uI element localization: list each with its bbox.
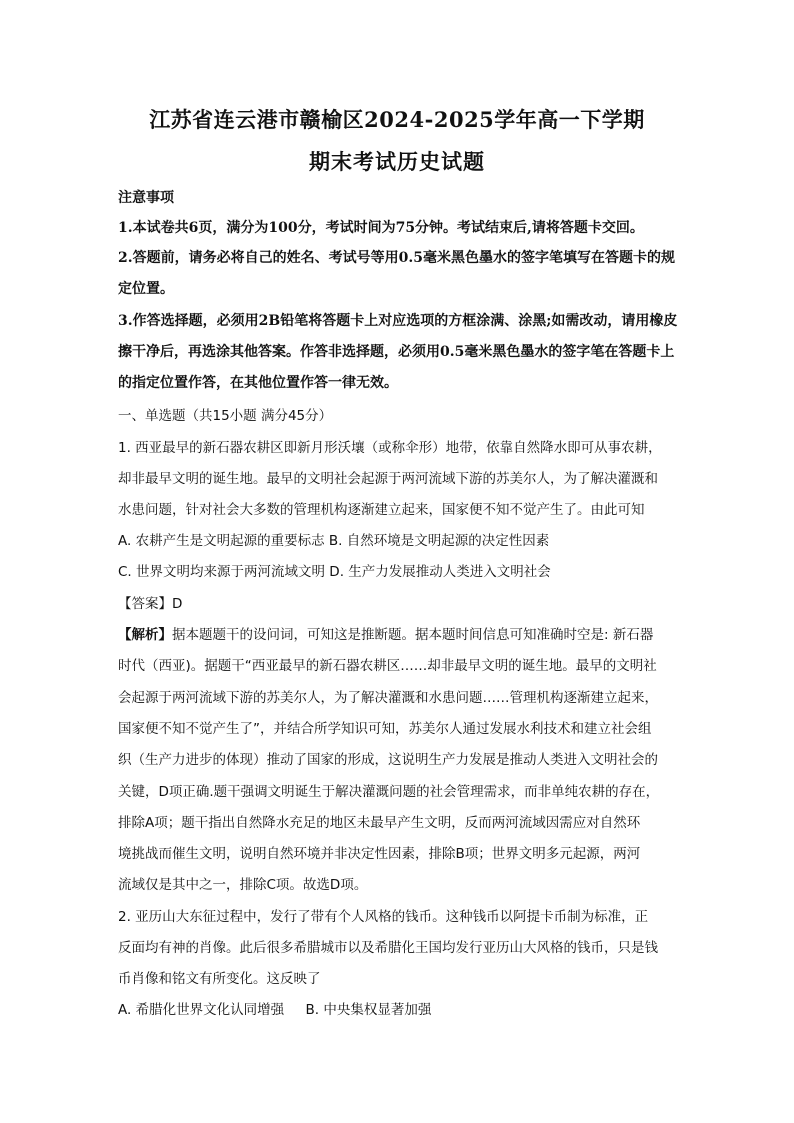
q1-answer: 【答案】D: [118, 596, 183, 612]
q2-stem-line: 币肖像和铭文有所变化。这反映了: [118, 971, 321, 987]
q1-analysis-line: 时代（西亚)。据题干“西亚最早的新石器农耕区……却非最早文明的诞生地。最早的文明社: [118, 658, 657, 674]
q1-analysis-line: 会起源于两河流域下游的苏美尔人，为了解决灌溉和水患问题……管理机构逐渐建立起来，: [118, 690, 658, 706]
q1-stem-line: 1. 西亚最早的新石器农耕区即新月形沃壤（或称伞形）地带，依靠自然降水即可从事农耕，: [118, 440, 662, 456]
q2-stem-line: 2. 亚历山大东征过程中，发行了带有个人风格的钱币。这种钱币以阿提卡币制为标准，正: [118, 909, 649, 925]
notes-line: 3.作答选择题，必须用2B铅笔将答题卡上对应选项的方框涂满、涂黑;如需改动，请用橡皮: [118, 313, 678, 329]
q2-options-ab: A. 希腊化世界文化认同增强 B. 中央集权显著加强: [118, 1002, 432, 1018]
q1-analysis-label: 【解析】: [118, 627, 172, 643]
exam-title-line1: 江苏省连云港市赣榆区2024-2025学年高一下学期: [149, 107, 645, 132]
exam-title-line2: 期末考试历史试题: [309, 149, 485, 174]
q1-options-ab: A. 农耕产生是文明起源的重要标志 B. 自然环境是文明起源的决定性因素: [118, 533, 550, 549]
q1-stem-line: 却非最早文明的诞生地。最早的文明社会起源于两河流域下游的苏美尔人，为了解决灌溉和: [118, 471, 658, 487]
notes-line: 1.本试卷共6页，满分为100分，考试时间为75分钟。考试结束后,请将答题卡交回。: [118, 220, 644, 236]
notes-line: 定位置。: [118, 281, 174, 297]
q1-stem-line: 水患问题，针对社会大多数的管理机构逐渐建立起来，国家便不知不觉产生了。由此可知: [118, 502, 645, 518]
q1-analysis-line: 织（生产力进步的体现）推动了国家的形成，这说明生产力发展是推动人类进入文明社会的: [118, 752, 658, 768]
notes-heading: 注意事项: [118, 190, 174, 206]
notes-line: 2.答题前，请务必将自己的姓名、考试号等用0.5毫米黑色墨水的签字笔填写在答题卡的规: [118, 250, 675, 266]
q2-stem-line: 反面均有神的肖像。此后很多希腊城市以及希腊化王国均发行亚历山大风格的钱币，只是钱: [118, 940, 658, 956]
q1-analysis-text: 据本题题干的设问词，可知这是推断题。据本题时间信息可知准确时空是: 新石器: [172, 627, 654, 643]
q1-analysis-line: 排除A项；题干指出自然降水充足的地区未最早产生文明，反而两河流域因需应对自然环: [118, 815, 641, 831]
q1-analysis-line: 关键，D项正确.题干强调文明诞生于解决灌溉问题的社会管理需求，而非单纯农耕的存在，: [118, 784, 660, 800]
q1-analysis-line: 境挑战而催生文明，说明自然环境并非决定性因素，排除B项；世界文明多元起源，两河: [118, 846, 641, 862]
q1-analysis-line: [118, 623, 653, 643]
q1-analysis-line: 国家便不知不觉产生了”，并结合所学知识可知，苏美尔人通过发展水利技术和建立社会组: [118, 721, 652, 737]
section-heading: 一、单选题（共15小题 满分45分）: [118, 408, 333, 424]
notes-line: 擦干净后，再选涂其他答案。作答非选择题，必须用0.5毫米黑色墨水的签字笔在答题卡上: [118, 344, 675, 360]
q1-analysis-line: 流域仅是其中之一，排除C项。故选D项。: [118, 877, 368, 893]
notes-line: 的指定位置作答，在其他位置作答一律无效。: [118, 375, 398, 391]
q1-options-cd: C. 世界文明均来源于两河流域文明 D. 生产力发展推动人类进入文明社会: [118, 564, 551, 580]
